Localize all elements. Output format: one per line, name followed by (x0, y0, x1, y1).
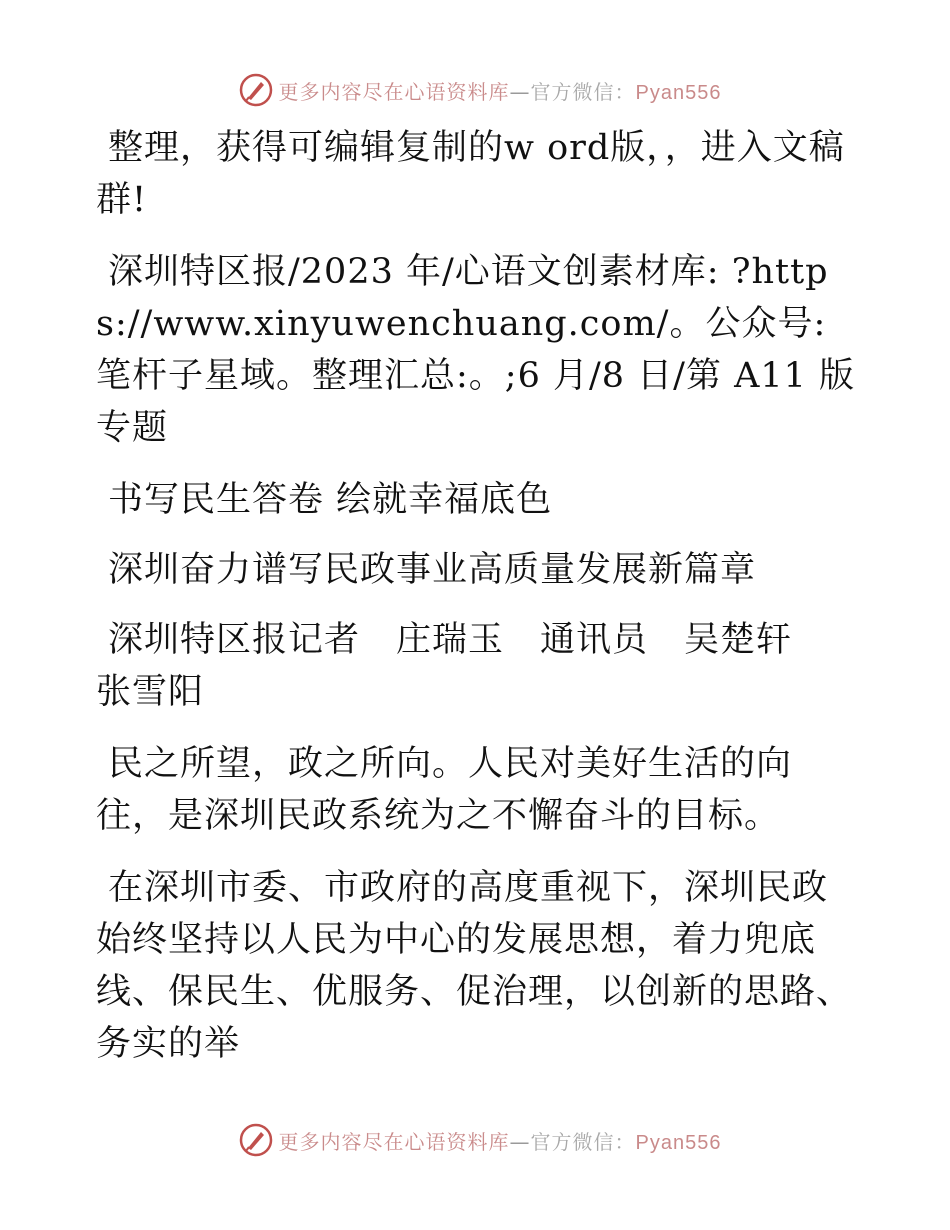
document-body (96, 122, 856, 1090)
byline: 深圳特区报记者 庄瑞玉 通讯员 吴楚轩 张雪阳 (96, 620, 829, 712)
paragraph-intro: 整理，获得可编辑复制的w ord版，，进入文稿群! (96, 128, 845, 220)
footer-banner-main: 更多内容尽在心语资料库 (278, 1129, 510, 1154)
footer-banner-inner (239, 1123, 722, 1157)
footer-banner-wechat-id: Pyan556 (635, 1131, 722, 1154)
quill-pen-logo-icon (239, 73, 273, 107)
header-banner-main: 更多内容尽在心语资料库 (278, 79, 510, 104)
footer-banner-text (279, 1126, 722, 1155)
paragraph-lead: 民之所望，政之所向。人民对美好生活的向往，是深圳民政系统为之不懈奋斗的目标。 (96, 744, 793, 836)
footer-banner-wechat-label: 官方微信： (530, 1129, 636, 1154)
paragraph-source: 深圳特区报/2023 年/心语文创素材库: ?https://www.xinyuwenchuang.com/。公众号: 笔杆子星域。整理汇总:。;6 月/8 日/第 A11 版专题 (96, 252, 856, 448)
headline: 书写民生答卷 绘就幸福底色 (108, 480, 553, 520)
header-banner-wechat-label: 官方微信： (530, 79, 636, 104)
header-banner-dash: — (509, 79, 531, 104)
footer-banner-dash: — (509, 1129, 531, 1154)
header-banner-inner (239, 73, 722, 107)
header-banner (0, 70, 950, 110)
header-banner-text (279, 76, 722, 105)
quill-pen-logo-icon (239, 1123, 273, 1157)
header-banner-wechat-id: Pyan556 (635, 81, 722, 104)
subheadline: 深圳奋力谱写民政事业高质量发展新篇章 (108, 550, 757, 590)
paragraph-body: 在深圳市委、市政府的高度重视下，深圳民政始终坚持以人民为中心的发展思想，着力兜底线、保民生、优服务、促治理，以创新的思路、务实的举 (96, 868, 853, 1064)
footer-banner (0, 1120, 950, 1160)
